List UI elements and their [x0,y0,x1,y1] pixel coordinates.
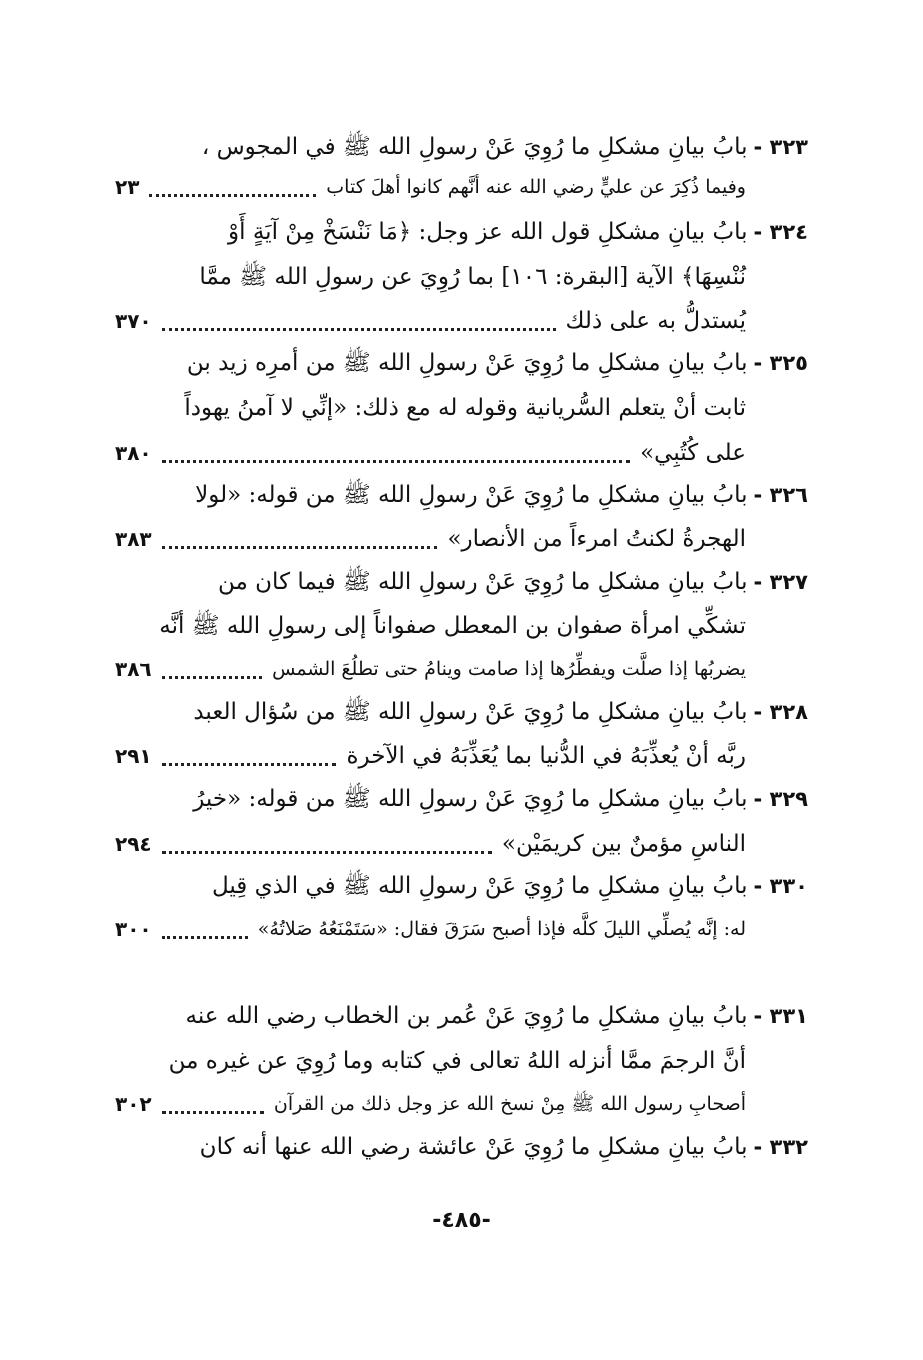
entry-number: ٣٢٣ - [753,135,808,159]
entry-page-number: ٣٨٦ [115,657,152,681]
toc-entry-328-line-2 [115,737,808,775]
entry-page-number: ٣٨٣ [115,527,152,551]
entry-text: بابُ بيانِ مشكلِ ما رُوِيَ عَنْ رسولِ الله ﷺ في الذي قِيل [211,873,748,899]
entry-number: ٣٢٤ - [753,220,808,244]
toc-entry-327-line-1 [115,563,808,601]
toc-entry-327-line-3 [115,650,808,688]
toc-entry-327-line-2 [115,607,808,645]
dot-leader [162,459,630,463]
entry-text: الهجرةُ لكنتُ امرءاً من الأنصار» [447,526,746,552]
entry-text: الناسِ مؤمنٌ بين كريمَيْن» [501,831,746,857]
toc-entry-332-line-1 [115,1128,808,1166]
entry-page-number: ٣٧٠ [115,309,152,333]
dot-leader [162,327,556,331]
toc-entry-330-line-1 [115,867,808,905]
entry-text: أصحابِ رسول الله ﷺ مِنْ نسخ الله عز وجل ذلك من القرآن [273,1093,746,1115]
dot-leader [162,762,337,766]
entry-page-number: ٣٠٠ [115,917,152,941]
toc-entry-326-line-2 [115,520,808,558]
entry-number: ٣٣٢ - [753,1135,808,1159]
toc-entry-331-line-1 [115,997,808,1035]
toc-entry-331-line-2 [115,1042,808,1080]
entry-text: نُنْسِهَا﴾ الآية [البقرة: ١٠٦] بما رُوِيَ عن رسولِ الله ﷺ ممَّا [199,264,746,290]
entry-text: بابُ بيانِ مشكلِ ما رُوِيَ عَنْ رسولِ الله ﷺ من أمرِه زيد بن [186,350,748,376]
entry-text: يضربُها إذا صلَّت ويفطِّرُها إذا صامت وينامُ حتى تطلُعَ الشمس [272,658,746,680]
toc-entry-323-line-2 [115,168,808,206]
entry-text: وفيما ذُكِرَ عن عليٍّ رضي الله عنه أنَّهم كانوا أهلَ كتاب [326,176,746,198]
entry-text: ربَّه أنْ يُعذِّبَهُ في الدُّنيا بما يُعَذِّبَهُ في الآخرة [346,743,746,769]
entry-number: ٣٣٠ - [753,874,808,898]
dot-leader [162,545,438,549]
entry-page-number: ٣٠٢ [115,1092,152,1116]
entry-text: بابُ بيانِ مشكلِ ما رُوِيَ عَنْ رسولِ الله ﷺ فيما كان من [218,569,748,595]
dot-leader [162,1110,264,1114]
entry-number: ٣٢٩ - [753,787,808,811]
dot-leader [162,850,492,854]
entry-text: يُستدلُّ به على ذلك [565,308,746,334]
entry-text: بابُ بيانِ مشكلِ ما رُوِيَ عَنْ رسولِ الله ﷺ من سُؤال العبد [193,699,748,725]
entry-text: بابُ بيانِ مشكلِ ما رُوِيَ عَنْ رسولِ الله ﷺ في المجوس ، [201,134,748,160]
toc-entry-323-line-1 [115,128,808,166]
entry-text: ثابت أنْ يتعلم السُّريانية وقوله له مع ذلك: «إنِّي لا آمنُ يهوداً [184,395,746,421]
entry-text: بابُ بيانِ مشكلِ ما رُوِيَ عَنْ رسولِ الله ﷺ من قوله: «خيرُ [193,786,748,812]
toc-entry-329-line-1 [115,780,808,818]
dot-leader [162,675,263,679]
entry-number: ٣٢٨ - [753,700,808,724]
entry-page-number: ٣٨٠ [115,441,152,465]
entry-page-number: ٢٩٤ [115,832,152,856]
toc-entry-325-line-3 [115,434,808,472]
toc-entry-325-line-2 [115,389,808,427]
entry-text: بابُ بيانِ مشكلِ قول الله عز وجل: ﴿مَا نَنْسَخْ مِنْ آيَةٍ أَوْ [228,219,748,245]
dot-leader [149,193,316,197]
toc-entry-329-line-2 [115,825,808,863]
entry-number: ٣٢٦ - [753,483,808,507]
entry-text: على كُتُبِي» [640,440,746,466]
entry-text: بابُ بيانِ مشكلِ ما رُوِيَ عَنْ عائشة رضي الله عنها أنه كان [199,1134,748,1160]
entry-number: ٣٢٥ - [753,351,808,375]
toc-entry-331-line-3 [115,1085,808,1123]
dot-leader [162,935,248,939]
toc-entry-324-line-1 [115,213,808,251]
entry-page-number: ٢٣ [115,175,140,199]
entry-page-number: ٢٩١ [115,744,152,768]
entry-text: تشكِّي امرأة صفوان بن المعطل صفواناً إلى رسولِ الله ﷺ أنَّه [159,613,746,639]
entry-text: له: إنَّه يُصلِّي الليلَ كلَّه فإذا أصبح سَرَقَ فقال: «سَتَمْنَعُهُ صَلاتُهُ» [257,918,746,940]
entry-number: ٣٣١ - [753,1004,808,1028]
entry-text: أنَّ الرجمَ ممَّا أنزله اللهُ تعالى في كتابه وما رُوِيَ عن غيره من [168,1048,746,1074]
toc-entry-330-line-2 [115,910,808,948]
entry-number: ٣٢٧ - [753,570,808,594]
toc-entry-328-line-1 [115,693,808,731]
entry-text: بابُ بيانِ مشكلِ ما رُوِيَ عَنْ رسولِ الله ﷺ من قوله: «لولا [195,482,748,508]
toc-entry-325-line-1 [115,344,808,382]
toc-entry-326-line-1 [115,476,808,514]
toc-entry-324-line-3 [115,302,808,340]
entry-text: بابُ بيانِ مشكلِ ما رُوِيَ عَنْ عُمر بن الخطاب رضي الله عنه [185,1003,748,1029]
toc-entry-324-line-2 [115,258,808,296]
page-number-footer: -٤٨٥- [432,1208,491,1233]
